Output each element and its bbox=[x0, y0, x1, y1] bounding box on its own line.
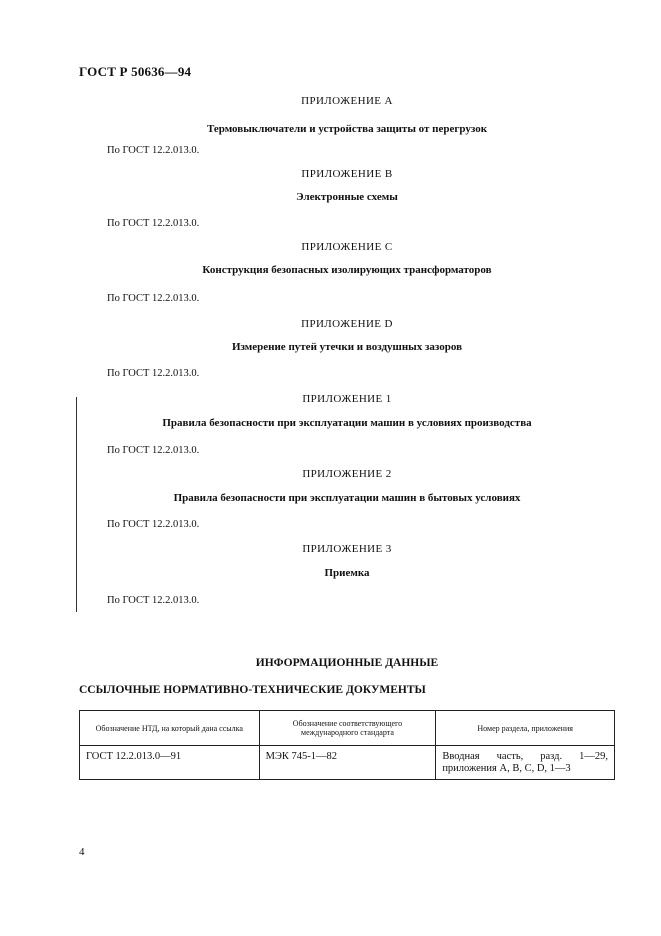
appendix-a bbox=[79, 95, 615, 135]
appendix-3 bbox=[79, 543, 615, 579]
table-cell: ГОСТ 12.2.013.0—91 bbox=[80, 746, 260, 780]
appendix-b bbox=[79, 168, 615, 203]
appendix-reference: По ГОСТ 12.2.013.0. bbox=[107, 595, 200, 606]
appendix-2 bbox=[79, 468, 615, 504]
appendix-label: ПРИЛОЖЕНИЕ 3 bbox=[302, 543, 392, 555]
appendix-title: Правила безопасности при эксплуатации машин в бытовых условиях bbox=[173, 492, 521, 504]
appendix-c bbox=[79, 241, 615, 276]
revision-margin-bar bbox=[76, 397, 77, 612]
info-heading: ИНФОРМАЦИОННЫЕ ДАННЫЕ bbox=[255, 657, 439, 669]
appendix-reference: По ГОСТ 12.2.013.0. bbox=[107, 368, 200, 379]
appendix-label: ПРИЛОЖЕНИЕ А bbox=[301, 95, 393, 107]
appendix-label: ПРИЛОЖЕНИЕ 1 bbox=[302, 393, 392, 405]
appendix-reference: По ГОСТ 12.2.013.0. bbox=[107, 145, 200, 156]
table-cell: МЭК 745-1—82 bbox=[259, 746, 436, 780]
appendix-reference: По ГОСТ 12.2.013.0. bbox=[107, 445, 200, 456]
references-heading: ССЫЛОЧНЫЕ НОРМАТИВНО-ТЕХНИЧЕСКИЕ ДОКУМЕНТЫ bbox=[79, 684, 426, 696]
appendix-reference: По ГОСТ 12.2.013.0. bbox=[107, 293, 200, 304]
page-number: 4 bbox=[79, 846, 85, 858]
column-header: Обозначение НТД, на который дана ссылка bbox=[80, 711, 260, 746]
appendix-d bbox=[79, 318, 615, 353]
appendix-title: Электронные схемы bbox=[296, 191, 398, 203]
appendix-label: ПРИЛОЖЕНИЕ D bbox=[301, 318, 393, 330]
appendix-title: Приемка bbox=[324, 567, 370, 579]
appendix-label: ПРИЛОЖЕНИЕ С bbox=[301, 241, 393, 253]
table-row bbox=[80, 746, 615, 780]
appendix-title: Термовыключатели и устройства защиты от перегрузок bbox=[206, 123, 488, 135]
references-table bbox=[79, 710, 615, 780]
appendix-title: Измерение путей утечки и воздушных зазоров bbox=[231, 341, 463, 353]
table-cell: Вводная часть, разд. 1—29, приложения А, В, С, D, 1—3 bbox=[436, 746, 615, 780]
appendix-reference: По ГОСТ 12.2.013.0. bbox=[107, 218, 200, 229]
document-header: ГОСТ Р 50636—94 bbox=[79, 64, 192, 79]
appendix-label: ПРИЛОЖЕНИЕ 2 bbox=[302, 468, 392, 480]
appendix-reference: По ГОСТ 12.2.013.0. bbox=[107, 519, 200, 530]
column-header: Обозначение соответствующего международного стандарта bbox=[259, 711, 436, 746]
column-header: Номер раздела, приложения bbox=[436, 711, 615, 746]
appendix-title: Правила безопасности при эксплуатации машин в условиях производства bbox=[162, 417, 532, 429]
appendix-title: Конструкция безопасных изолирующих трансформаторов bbox=[202, 264, 492, 276]
table-header-row bbox=[80, 711, 615, 746]
appendix-label: ПРИЛОЖЕНИЕ В bbox=[301, 168, 393, 180]
appendix-1 bbox=[79, 393, 615, 429]
